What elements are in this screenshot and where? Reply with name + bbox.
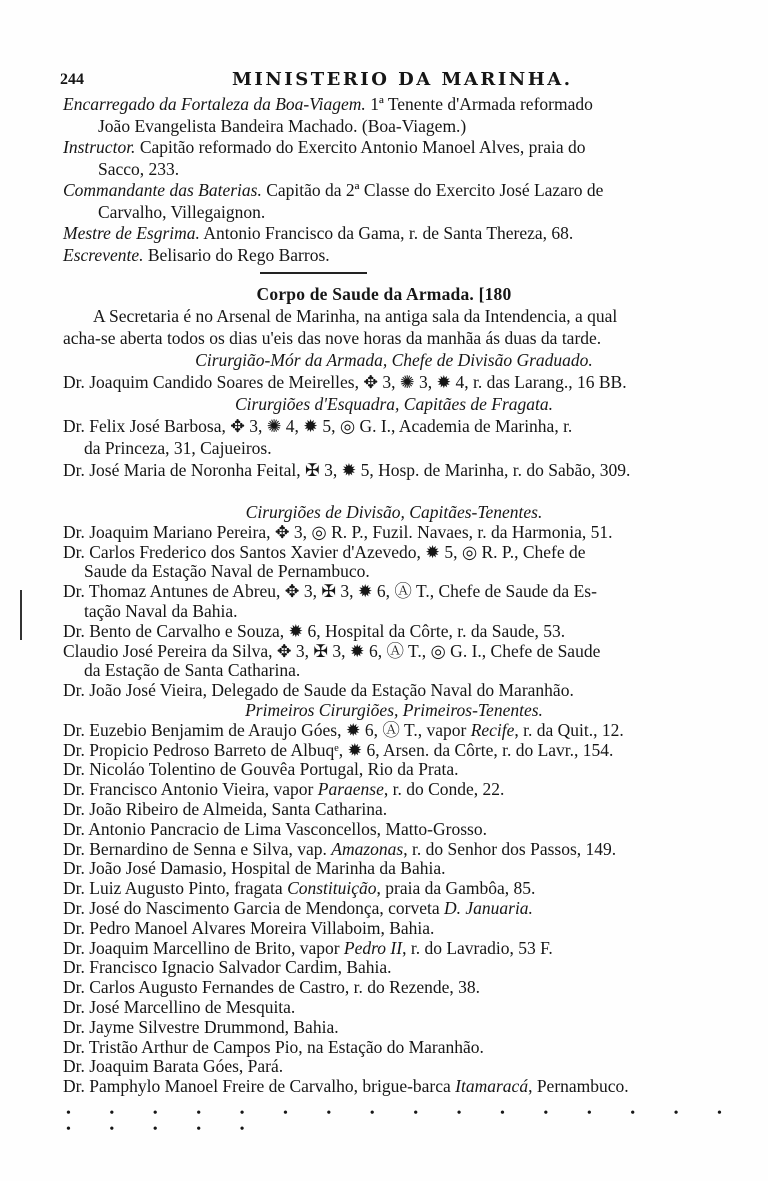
officials-list [0,94,768,266]
page-number: 244 [60,71,84,88]
officer-entry [0,741,768,761]
italic-text: Amazonas [331,838,404,859]
rank-heading: Cirurgiões de Divisão, Capitães-Tenentes. [245,502,543,522]
text-segment: da Princeza, 31, Cajueiros. [84,438,272,458]
text-segment: Capitão da 2ª Classe do Exercito José Lazaro de [261,180,604,200]
text-segment: Dr. Francisco Antonio Vieira, vapor [63,779,318,800]
text-segment: da Estação de Santa Catharina. [84,660,301,681]
officer-entry [0,371,768,393]
text-segment: , r. do Senhor dos Passos, 149. [403,838,617,859]
text-segment: Dr. Nicoláo Tolentino de Gouvêa Portugal, Rio da Prata. [63,759,459,780]
officer-entry-continued [0,562,768,582]
official-entry [0,223,768,245]
text-segment: Dr. Thomaz Antunes de Abreu, ✥ 3, ✠ 3, ✹ 6, Ⓐ T., Chefe de Saude da Es- [63,581,597,602]
text-segment: Dr. Antonio Pancracio de Lima Vasconcellos, Matto-Grosso. [63,818,487,839]
official-entry-continued [0,202,768,224]
officer-entry [0,919,768,939]
rank-heading: Cirurgiões d'Esquadra, Capitães de Fragata. [234,394,554,414]
officer-entry [0,1057,768,1077]
officer-entry [0,721,768,741]
text-segment: Dr. Bernardino de Senna e Silva, vap. [63,838,332,859]
section-divider [260,272,367,274]
official-entry-continued [0,116,768,138]
italic-text: Mestre de Esgrima. [63,223,200,243]
italic-text: Recife [470,719,515,740]
official-entry-continued [0,159,768,181]
text-segment: Dr. Pamphylo Manoel Freire de Carvalho, brigue-barca [63,1076,456,1097]
text-segment: Dr. Joaquim Barata Góes, Pará. [63,1056,284,1077]
officer-entry [0,681,768,701]
officer-entry-continued [0,661,768,681]
official-entry [0,137,768,159]
officer-entry [0,459,768,481]
officer-entry [0,760,768,780]
text-segment: Saude da Estação Naval de Pernambuco. [84,561,370,582]
text-segment: Dr. João José Damasio, Hospital de Marinha da Bahia. [63,858,446,879]
italic-text: Paraense [317,779,384,800]
text-segment: , r. do Conde, 22. [383,779,505,800]
text-segment: João Evangelista Bandeira Machado. (Boa-Viagem.) [98,115,467,136]
officer-entry [0,958,768,978]
text-segment: Dr. João José Vieira, Delegado de Saude da Estação Naval do Maranhão. [63,680,574,701]
officer-entry [0,780,768,800]
official-entry [0,180,768,202]
officer-entry [0,415,768,437]
text-segment: Dr. Joaquim Candido Soares de Meirelles, ✥ 3, ✺ 3, ✹ 4, r. das Larang., 16 BB. [63,372,627,392]
officer-entry [0,543,768,563]
officer-entry [0,642,768,662]
health-corps-continued [0,503,768,1097]
text-segment: Dr. Joaquim Marcellino de Brito, vapor [63,937,344,958]
officer-entry [0,582,768,602]
text-segment: Dr. José do Nascimento Garcia de Mendonça, corveta [63,897,444,918]
text-segment: Dr. Propicio Pedroso Barreto de Albuqᵉ, ✹ 6, Arsen. da Côrte, r. do Lavr., 154. [63,739,614,760]
text-segment: , r. da Quit., 12. [514,719,624,740]
page-header [0,68,768,92]
text-segment: Carvalho, Villegaignon. [98,201,266,222]
officer-entry [0,978,768,998]
official-entry [0,245,768,267]
officer-entry [0,800,768,820]
text-segment: Antonio Francisco da Gama, r. de Santa Thereza, 68. [199,223,574,243]
italic-text: Encarregado da Fortaleza da Boa-Viagem. [63,94,366,114]
text-segment: Dr. José Marcellino de Mesquita. [63,996,296,1017]
italic-text: Escrevente. [63,244,144,265]
text-segment: Dr. Luiz Augusto Pinto, fragata [63,878,288,899]
text-segment: Capitão reformado do Exercito Antonio Manoel Alves, praia do [135,137,586,157]
officer-entry-continued [0,437,768,459]
text-segment: Belisario do Rego Barros. [143,244,330,265]
officer-entry [0,899,768,919]
officer-entry [0,840,768,860]
rank-heading: Cirurgião-Mór da Armada, Chefe de Divisão Graduado. [195,350,593,370]
text-segment: , r. do Lavradio, 53 F. [402,937,553,958]
senior-ranks [0,349,768,481]
text-segment: Dr. José Maria de Noronha Feital, ✠ 3, ✹ 5, Hosp. de Marinha, r. do Sabão, 309. [63,460,631,480]
health-corps-section [0,283,768,481]
margin-mark [20,590,22,640]
officer-entry [0,939,768,959]
text-segment: Dr. Carlos Frederico dos Santos Xavier d'Azevedo, ✹ 5, ◎ R. P., Chefe de [63,541,586,562]
officer-entry [0,859,768,879]
officer-entry [0,879,768,899]
italic-text: Pedro II [343,937,403,958]
officer-entry [0,820,768,840]
text-segment: Claudio José Pereira da Silva, ✥ 3, ✠ 3, ✹ 6, Ⓐ T., ◎ G. I., Chefe de Saude [63,640,601,661]
text-segment: Dr. Francisco Ignacio Salvador Cardim, Bahia. [63,957,392,978]
italic-text: Instructor. [63,137,136,157]
text-segment: 1ª Tenente d'Armada reformado [365,94,593,114]
intro-line: acha-se aberta todos os dias u'eis das nove horas da manhãa ás duas da tarde. [63,328,602,348]
section-title: Corpo de Saude da Armada. [180 [256,284,512,304]
text-segment: Dr. Bento de Carvalho e Souza, ✹ 6, Hospital da Côrte, r. da Saude, 53. [63,620,566,641]
text-segment: Dr. Jayme Silvestre Drummond, Bahia. [63,1016,339,1037]
text-segment: Dr. Pedro Manoel Alvares Moreira Villaboim, Bahia. [63,917,435,938]
text-segment: Sacco, 233. [98,158,180,179]
officer-entry [0,523,768,543]
text-segment: Dr. Euzebio Benjamim de Araujo Góes, ✹ 6, Ⓐ T., vapor [63,719,471,740]
text-segment: Dr. Tristão Arthur de Campos Pio, na Estação do Maranhão. [63,1036,484,1057]
text-segment: Dr. Joaquim Mariano Pereira, ✥ 3, ◎ R. P., Fuzil. Navaes, r. da Harmonia, 51. [63,521,613,542]
text-segment: Dr. Carlos Augusto Fernandes de Castro, r. do Rezende, 38. [63,977,481,998]
italic-text: Commandante das Baterias. [63,180,262,200]
officer-entry-continued [0,602,768,622]
intro-line: A Secretaria é no Arsenal de Marinha, na antiga sala da Intendencia, a qual [93,306,618,326]
text-segment: , Pernambuco. [528,1076,629,1097]
official-entry [0,94,768,116]
leader-dots: • • • • • • • • • • • • • • • • • • • • • [66,1106,740,1137]
text-segment: Dr. Felix José Barbosa, ✥ 3, ✺ 4, ✹ 5, ◎ G. I., Academia de Marinha, r. [63,416,573,436]
text-segment: tação Naval da Bahia. [84,600,238,621]
officer-entry [0,1038,768,1058]
officer-entry [0,1077,768,1097]
rank-heading: Primeiros Cirurgiões, Primeiros-Tenentes. [245,699,543,720]
running-title: MINISTERIO DA MARINHA. [232,69,573,90]
officer-entry [0,998,768,1018]
officer-entry [0,1018,768,1038]
text-segment: , praia da Gambôa, 85. [376,878,536,899]
officer-entry [0,622,768,642]
italic-text: D. Januaria. [443,897,533,918]
italic-text: Itamaracá [455,1076,529,1097]
italic-text: Constituição [287,878,377,899]
text-segment: Dr. João Ribeiro de Almeida, Santa Catharina. [63,798,388,819]
